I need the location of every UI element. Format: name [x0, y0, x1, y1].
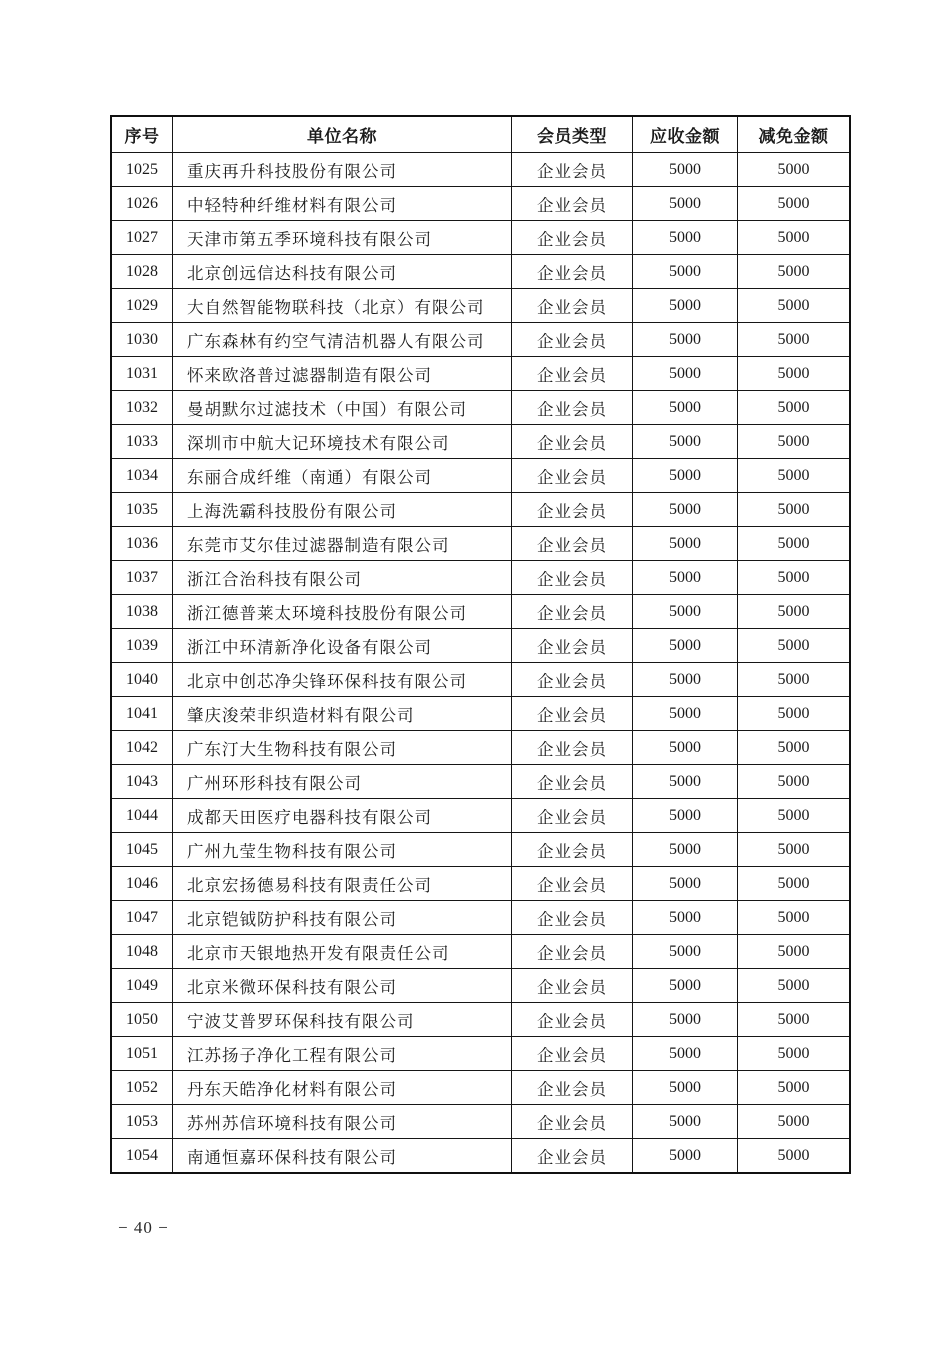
- cell-amount-due: 5000: [633, 1071, 738, 1105]
- cell-amount-due: 5000: [633, 527, 738, 561]
- cell-amount-due: 5000: [633, 697, 738, 731]
- cell-member-type: 企业会员: [512, 1037, 633, 1071]
- cell-amount-due: 5000: [633, 357, 738, 391]
- cell-amount-waived: 5000: [738, 697, 851, 731]
- cell-member-type: 企业会员: [512, 1003, 633, 1037]
- cell-serial-number: 1027: [111, 221, 173, 255]
- cell-company-name: 东丽合成纤维（南通）有限公司: [173, 459, 512, 493]
- cell-amount-due: 5000: [633, 187, 738, 221]
- table-row: [111, 1071, 850, 1105]
- cell-amount-due: 5000: [633, 663, 738, 697]
- table-row: [111, 459, 850, 493]
- cell-amount-waived: 5000: [738, 663, 851, 697]
- cell-company-name: 江苏扬子净化工程有限公司: [173, 1037, 512, 1071]
- cell-amount-waived: 5000: [738, 357, 851, 391]
- cell-amount-waived: 5000: [738, 1037, 851, 1071]
- cell-company-name: 浙江中环清新净化设备有限公司: [173, 629, 512, 663]
- cell-amount-waived: 5000: [738, 1139, 851, 1174]
- cell-member-type: 企业会员: [512, 731, 633, 765]
- cell-amount-due: 5000: [633, 323, 738, 357]
- cell-amount-due: 5000: [633, 833, 738, 867]
- cell-member-type: 企业会员: [512, 799, 633, 833]
- table-row: [111, 527, 850, 561]
- cell-company-name: 怀来欧洛普过滤器制造有限公司: [173, 357, 512, 391]
- cell-amount-due: 5000: [633, 799, 738, 833]
- cell-amount-due: 5000: [633, 731, 738, 765]
- cell-company-name: 大自然智能物联科技（北京）有限公司: [173, 289, 512, 323]
- cell-serial-number: 1025: [111, 153, 173, 187]
- cell-company-name: 丹东天皓净化材料有限公司: [173, 1071, 512, 1105]
- table-row: [111, 357, 850, 391]
- cell-amount-waived: 5000: [738, 289, 851, 323]
- cell-company-name: 宁波艾普罗环保科技有限公司: [173, 1003, 512, 1037]
- cell-serial-number: 1052: [111, 1071, 173, 1105]
- table-row: [111, 663, 850, 697]
- cell-amount-waived: 5000: [738, 867, 851, 901]
- cell-amount-due: 5000: [633, 493, 738, 527]
- cell-amount-due: 5000: [633, 935, 738, 969]
- table-row: [111, 697, 850, 731]
- cell-amount-due: 5000: [633, 969, 738, 1003]
- cell-member-type: 企业会员: [512, 357, 633, 391]
- cell-amount-waived: 5000: [738, 935, 851, 969]
- cell-company-name: 肇庆浚荣非织造材料有限公司: [173, 697, 512, 731]
- cell-amount-due: 5000: [633, 459, 738, 493]
- cell-amount-waived: 5000: [738, 561, 851, 595]
- cell-member-type: 企业会员: [512, 255, 633, 289]
- cell-amount-waived: 5000: [738, 765, 851, 799]
- cell-serial-number: 1029: [111, 289, 173, 323]
- cell-member-type: 企业会员: [512, 629, 633, 663]
- cell-company-name: 南通恒嘉环保科技有限公司: [173, 1139, 512, 1174]
- cell-amount-due: 5000: [633, 1003, 738, 1037]
- cell-amount-waived: 5000: [738, 1071, 851, 1105]
- cell-company-name: 北京中创芯净尖锋环保科技有限公司: [173, 663, 512, 697]
- table-header-row: [111, 116, 850, 153]
- cell-amount-waived: 5000: [738, 1003, 851, 1037]
- cell-serial-number: 1034: [111, 459, 173, 493]
- cell-amount-due: 5000: [633, 595, 738, 629]
- cell-company-name: 中轻特种纤维材料有限公司: [173, 187, 512, 221]
- table-row: [111, 969, 850, 1003]
- table-row: [111, 935, 850, 969]
- cell-member-type: 企业会员: [512, 289, 633, 323]
- cell-amount-waived: 5000: [738, 969, 851, 1003]
- cell-amount-waived: 5000: [738, 629, 851, 663]
- header-member-type: 会员类型: [512, 116, 633, 153]
- cell-amount-due: 5000: [633, 629, 738, 663]
- cell-serial-number: 1032: [111, 391, 173, 425]
- cell-serial-number: 1044: [111, 799, 173, 833]
- cell-serial-number: 1040: [111, 663, 173, 697]
- table-row: [111, 323, 850, 357]
- cell-company-name: 上海洗霸科技股份有限公司: [173, 493, 512, 527]
- cell-amount-due: 5000: [633, 1139, 738, 1174]
- cell-company-name: 深圳市中航大记环境技术有限公司: [173, 425, 512, 459]
- cell-company-name: 成都天田医疗电器科技有限公司: [173, 799, 512, 833]
- cell-amount-waived: 5000: [738, 425, 851, 459]
- header-serial-number: 序号: [111, 116, 173, 153]
- table-row: [111, 1105, 850, 1139]
- cell-amount-due: 5000: [633, 1037, 738, 1071]
- cell-serial-number: 1033: [111, 425, 173, 459]
- cell-company-name: 北京米微环保科技有限公司: [173, 969, 512, 1003]
- cell-amount-due: 5000: [633, 221, 738, 255]
- cell-company-name: 广东森林有约空气清洁机器人有限公司: [173, 323, 512, 357]
- cell-serial-number: 1037: [111, 561, 173, 595]
- cell-member-type: 企业会员: [512, 697, 633, 731]
- cell-company-name: 北京铠钺防护科技有限公司: [173, 901, 512, 935]
- cell-amount-waived: 5000: [738, 391, 851, 425]
- cell-member-type: 企业会员: [512, 425, 633, 459]
- table-row: [111, 867, 850, 901]
- cell-serial-number: 1047: [111, 901, 173, 935]
- cell-amount-waived: 5000: [738, 255, 851, 289]
- cell-member-type: 企业会员: [512, 493, 633, 527]
- cell-amount-due: 5000: [633, 289, 738, 323]
- table-row: [111, 1139, 850, 1174]
- cell-member-type: 企业会员: [512, 561, 633, 595]
- cell-company-name: 东莞市艾尔佳过滤器制造有限公司: [173, 527, 512, 561]
- table-row: [111, 1037, 850, 1071]
- cell-company-name: 浙江合治科技有限公司: [173, 561, 512, 595]
- cell-member-type: 企业会员: [512, 391, 633, 425]
- cell-amount-waived: 5000: [738, 595, 851, 629]
- cell-company-name: 北京市天银地热开发有限责任公司: [173, 935, 512, 969]
- cell-amount-waived: 5000: [738, 459, 851, 493]
- table-row: [111, 153, 850, 187]
- header-company-name: 单位名称: [173, 116, 512, 153]
- cell-amount-waived: 5000: [738, 323, 851, 357]
- cell-member-type: 企业会员: [512, 595, 633, 629]
- cell-member-type: 企业会员: [512, 1105, 633, 1139]
- cell-serial-number: 1046: [111, 867, 173, 901]
- cell-serial-number: 1031: [111, 357, 173, 391]
- cell-amount-due: 5000: [633, 425, 738, 459]
- table-row: [111, 493, 850, 527]
- cell-member-type: 企业会员: [512, 901, 633, 935]
- cell-amount-due: 5000: [633, 153, 738, 187]
- cell-amount-due: 5000: [633, 255, 738, 289]
- cell-amount-due: 5000: [633, 391, 738, 425]
- cell-member-type: 企业会员: [512, 323, 633, 357]
- table-row: [111, 765, 850, 799]
- cell-company-name: 北京创远信达科技有限公司: [173, 255, 512, 289]
- cell-member-type: 企业会员: [512, 833, 633, 867]
- table-row: [111, 799, 850, 833]
- table-row: [111, 391, 850, 425]
- cell-amount-waived: 5000: [738, 833, 851, 867]
- cell-member-type: 企业会员: [512, 187, 633, 221]
- cell-serial-number: 1048: [111, 935, 173, 969]
- cell-serial-number: 1028: [111, 255, 173, 289]
- cell-amount-due: 5000: [633, 765, 738, 799]
- cell-serial-number: 1041: [111, 697, 173, 731]
- cell-serial-number: 1050: [111, 1003, 173, 1037]
- cell-company-name: 重庆再升科技股份有限公司: [173, 153, 512, 187]
- table-row: [111, 731, 850, 765]
- table-row: [111, 595, 850, 629]
- cell-amount-waived: 5000: [738, 731, 851, 765]
- cell-company-name: 浙江德普莱太环境科技股份有限公司: [173, 595, 512, 629]
- cell-company-name: 广东汀大生物科技有限公司: [173, 731, 512, 765]
- table-row: [111, 629, 850, 663]
- table-row: [111, 833, 850, 867]
- cell-amount-due: 5000: [633, 1105, 738, 1139]
- cell-amount-due: 5000: [633, 867, 738, 901]
- cell-serial-number: 1053: [111, 1105, 173, 1139]
- cell-member-type: 企业会员: [512, 153, 633, 187]
- table-row: [111, 425, 850, 459]
- cell-amount-waived: 5000: [738, 153, 851, 187]
- cell-member-type: 企业会员: [512, 527, 633, 561]
- cell-amount-waived: 5000: [738, 221, 851, 255]
- cell-company-name: 北京宏扬德易科技有限责任公司: [173, 867, 512, 901]
- cell-serial-number: 1036: [111, 527, 173, 561]
- table-row: [111, 255, 850, 289]
- cell-member-type: 企业会员: [512, 935, 633, 969]
- table-row: [111, 187, 850, 221]
- cell-company-name: 广州九莹生物科技有限公司: [173, 833, 512, 867]
- cell-amount-waived: 5000: [738, 901, 851, 935]
- cell-company-name: 广州环形科技有限公司: [173, 765, 512, 799]
- header-amount-waived: 减免金额: [738, 116, 851, 153]
- header-amount-due: 应收金额: [633, 116, 738, 153]
- cell-serial-number: 1035: [111, 493, 173, 527]
- cell-amount-waived: 5000: [738, 799, 851, 833]
- table-row: [111, 561, 850, 595]
- cell-amount-waived: 5000: [738, 527, 851, 561]
- cell-serial-number: 1026: [111, 187, 173, 221]
- cell-serial-number: 1038: [111, 595, 173, 629]
- cell-amount-waived: 5000: [738, 1105, 851, 1139]
- member-fee-table: [110, 115, 851, 1174]
- cell-member-type: 企业会员: [512, 1071, 633, 1105]
- cell-amount-waived: 5000: [738, 187, 851, 221]
- cell-member-type: 企业会员: [512, 663, 633, 697]
- cell-serial-number: 1049: [111, 969, 173, 1003]
- cell-company-name: 天津市第五季环境科技有限公司: [173, 221, 512, 255]
- cell-member-type: 企业会员: [512, 459, 633, 493]
- cell-amount-due: 5000: [633, 901, 738, 935]
- cell-company-name: 曼胡默尔过滤技术（中国）有限公司: [173, 391, 512, 425]
- cell-member-type: 企业会员: [512, 867, 633, 901]
- table-row: [111, 901, 850, 935]
- page-number: − 40 −: [118, 1218, 169, 1237]
- table-row: [111, 289, 850, 323]
- cell-serial-number: 1043: [111, 765, 173, 799]
- cell-amount-waived: 5000: [738, 493, 851, 527]
- cell-member-type: 企业会员: [512, 969, 633, 1003]
- table-row: [111, 1003, 850, 1037]
- cell-serial-number: 1030: [111, 323, 173, 357]
- cell-member-type: 企业会员: [512, 221, 633, 255]
- cell-member-type: 企业会员: [512, 1139, 633, 1174]
- cell-serial-number: 1045: [111, 833, 173, 867]
- cell-serial-number: 1042: [111, 731, 173, 765]
- cell-serial-number: 1039: [111, 629, 173, 663]
- cell-amount-due: 5000: [633, 561, 738, 595]
- cell-serial-number: 1051: [111, 1037, 173, 1071]
- table-row: [111, 221, 850, 255]
- cell-member-type: 企业会员: [512, 765, 633, 799]
- cell-company-name: 苏州苏信环境科技有限公司: [173, 1105, 512, 1139]
- cell-serial-number: 1054: [111, 1139, 173, 1174]
